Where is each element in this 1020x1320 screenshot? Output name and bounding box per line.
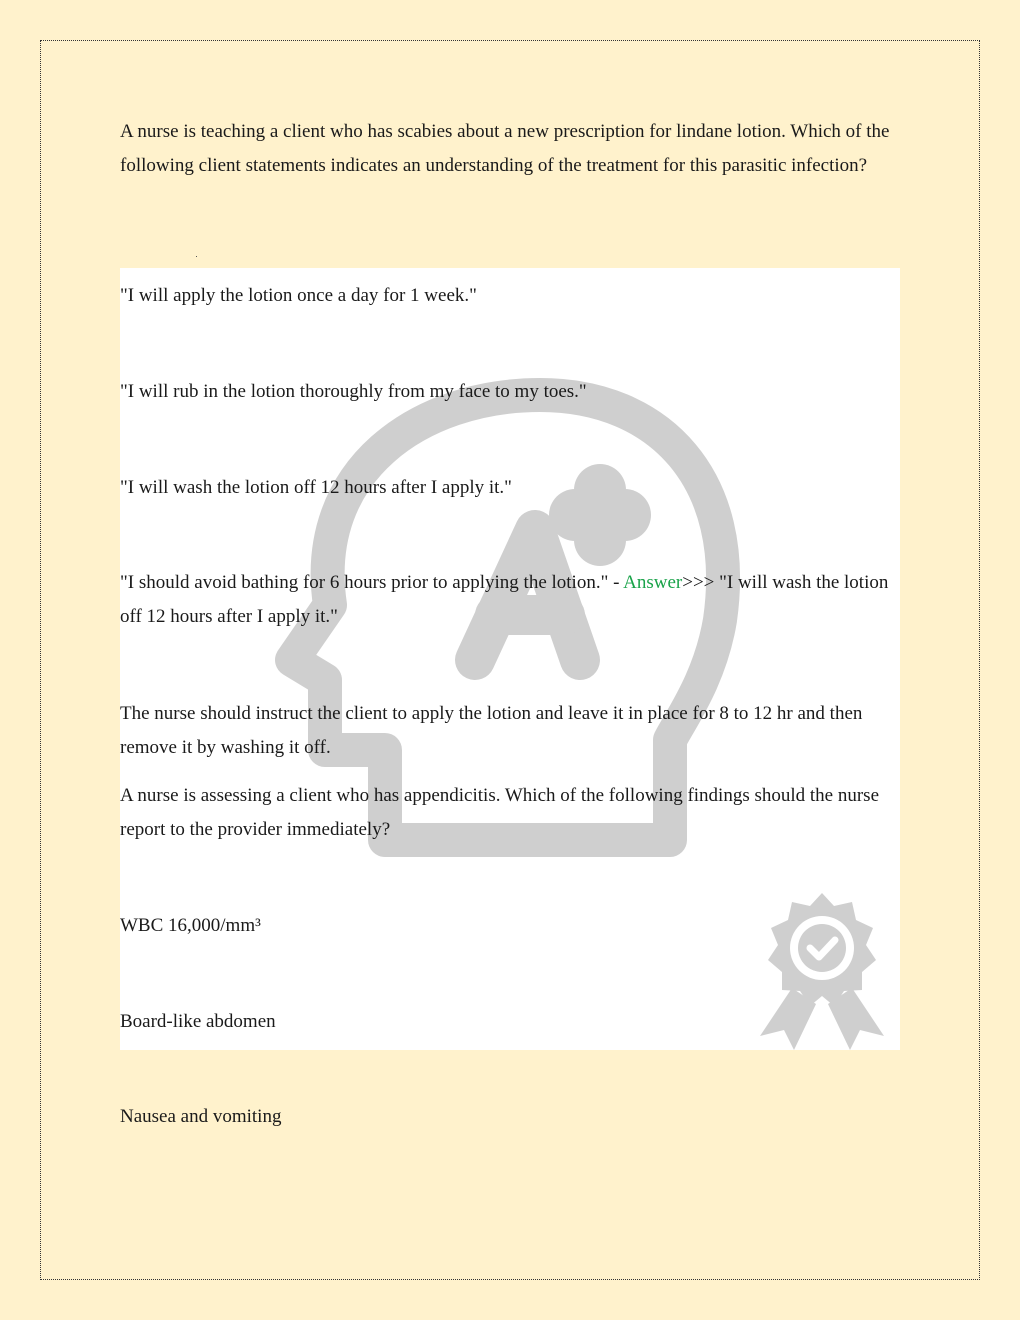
question-2-stem: A nurse is assessing a client who has appendicitis. Which of the following findings should the nurse report to the provider immediately? [120, 785, 880, 840]
question-1-option-c: "I will wash the lotion off 12 hours after I apply it." [120, 477, 512, 498]
answer-label: Answer [623, 572, 683, 593]
question-1-option-d: "I should avoid bathing for 6 hours prior to applying the lotion." - [120, 572, 624, 593]
question-1-stem: A nurse is teaching a client who has scabies about a new prescription for lindane lotion. Which of the following client statements indicates an understanding of the treatment for this parasitic infection? [120, 121, 890, 176]
stray-dot [196, 256, 197, 257]
question-1-rationale: The nurse should instruct the client to apply the lotion and leave it in place for 8 to 12 hr and then remove it by washing it off. [120, 703, 863, 758]
question-1-option-b: "I will rub in the lotion thoroughly from my face to my toes." [120, 381, 587, 402]
question-1-option-d-with-answer [120, 566, 890, 634]
question-2-option-b: Board-like abdomen [120, 1011, 276, 1032]
question-1-option-a: "I will apply the lotion once a day for 1 week." [120, 285, 477, 306]
answer-text: >>> "I will wash the lotion off 12 hours after I apply it." [120, 572, 889, 627]
question-2-option-c: Nausea and vomiting [120, 1106, 282, 1127]
question-2-option-a: WBC 16,000/mm³ [120, 915, 261, 936]
